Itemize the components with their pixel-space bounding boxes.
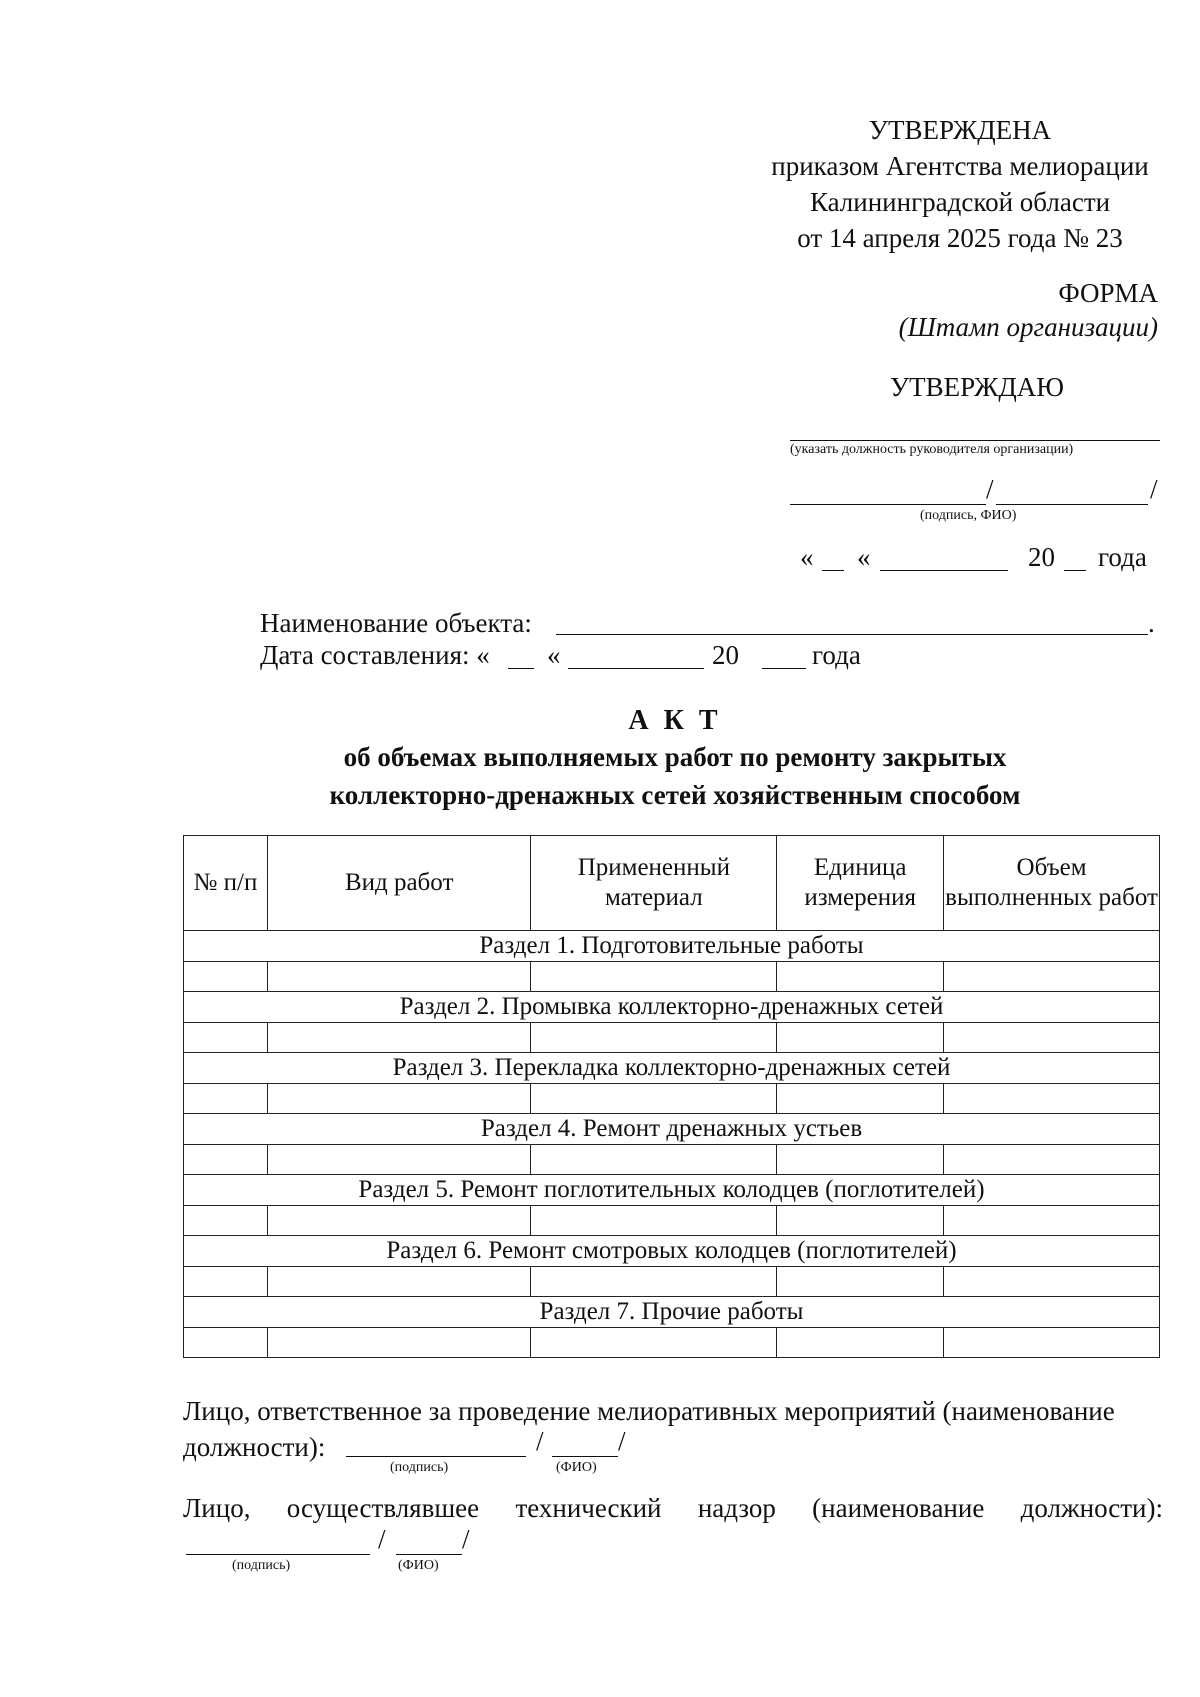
supervisor-slash-2: / bbox=[462, 1524, 470, 1554]
cell-num[interactable] bbox=[184, 1267, 268, 1297]
cell-unit[interactable] bbox=[777, 1023, 944, 1053]
header-work: Вид работ bbox=[267, 836, 531, 931]
approve-month-line[interactable] bbox=[880, 570, 1008, 571]
signature-line-left[interactable] bbox=[790, 504, 986, 505]
cell-work[interactable] bbox=[267, 1084, 531, 1114]
compile-month-line[interactable] bbox=[568, 668, 704, 669]
cell-unit[interactable] bbox=[777, 1145, 944, 1175]
supervisor-slash-1: / bbox=[378, 1524, 386, 1554]
approve-date-open-quote: « bbox=[800, 542, 814, 572]
header-unit: Единица измерения bbox=[777, 836, 944, 931]
section-title-6: Раздел 6. Ремонт смотровых колодцев (поглотителей) bbox=[184, 1236, 1160, 1267]
works-table bbox=[183, 835, 1160, 1358]
cell-unit[interactable] bbox=[777, 962, 944, 992]
act-subtitle bbox=[0, 738, 1200, 814]
cell-num[interactable] bbox=[184, 1084, 268, 1114]
supervisor-fio-hint: (ФИО) bbox=[398, 1558, 439, 1573]
supervisor-fio-line[interactable] bbox=[396, 1554, 462, 1555]
cell-material[interactable] bbox=[531, 1267, 777, 1297]
section-row bbox=[184, 1297, 1160, 1328]
section-title-5: Раздел 5. Ремонт поглотительных колодцев (поглотителей) bbox=[184, 1175, 1160, 1206]
cell-volume[interactable] bbox=[944, 1145, 1160, 1175]
cell-unit[interactable] bbox=[777, 1328, 944, 1358]
section-title-3: Раздел 3. Перекладка коллекторно-дренажных сетей bbox=[184, 1053, 1160, 1084]
signature-slash-2: / bbox=[1150, 474, 1158, 504]
signature-slash-1: / bbox=[986, 474, 994, 504]
responsible-sign-hint: (подпись) bbox=[390, 1460, 449, 1475]
approval-order-line: приказом Агентства мелиорации bbox=[771, 151, 1149, 181]
supervisor-signature-line[interactable] bbox=[186, 1554, 370, 1555]
section-title-2: Раздел 2. Промывка коллекторно-дренажных сетей bbox=[184, 992, 1160, 1023]
position-line[interactable] bbox=[790, 440, 1160, 441]
cell-material[interactable] bbox=[531, 1145, 777, 1175]
table-row bbox=[184, 1267, 1160, 1297]
cell-material[interactable] bbox=[531, 962, 777, 992]
cell-volume[interactable] bbox=[944, 1023, 1160, 1053]
cell-material[interactable] bbox=[531, 1023, 777, 1053]
section-row bbox=[184, 1175, 1160, 1206]
cell-num[interactable] bbox=[184, 1328, 268, 1358]
cell-num[interactable] bbox=[184, 962, 268, 992]
object-name-label: Наименование объекта: bbox=[260, 608, 532, 638]
responsible-signature-line[interactable] bbox=[346, 1456, 526, 1457]
section-title-7: Раздел 7. Прочие работы bbox=[184, 1297, 1160, 1328]
cell-volume[interactable] bbox=[944, 1084, 1160, 1114]
approve-year-line[interactable] bbox=[1064, 570, 1086, 571]
cell-material[interactable] bbox=[531, 1206, 777, 1236]
compile-day-line[interactable] bbox=[508, 668, 534, 669]
section-row bbox=[184, 992, 1160, 1023]
object-name-end: . bbox=[1148, 608, 1155, 638]
cell-unit[interactable] bbox=[777, 1206, 944, 1236]
cell-volume[interactable] bbox=[944, 1267, 1160, 1297]
approval-date-line: от 14 апреля 2025 года № 23 bbox=[797, 223, 1123, 253]
cell-work[interactable] bbox=[267, 1206, 531, 1236]
compile-date-label: Дата составления: « bbox=[260, 640, 490, 670]
header-volume: Объем выполненных работ bbox=[944, 836, 1160, 931]
cell-volume[interactable] bbox=[944, 962, 1160, 992]
cell-num[interactable] bbox=[184, 1145, 268, 1175]
act-subtitle-line-1: об объемах выполняемых работ по ремонту закрытых bbox=[343, 742, 1007, 772]
supervisor-sign-hint: (подпись) bbox=[232, 1558, 291, 1573]
cell-num[interactable] bbox=[184, 1206, 268, 1236]
compile-date-word: года bbox=[812, 640, 861, 670]
approve-date-close-quote: « bbox=[857, 542, 871, 572]
cell-material[interactable] bbox=[531, 1328, 777, 1358]
responsible-slash-1: / bbox=[536, 1426, 544, 1456]
section-title-4: Раздел 4. Ремонт дренажных устьев bbox=[184, 1114, 1160, 1145]
responsible-fio-hint: (ФИО) bbox=[556, 1460, 597, 1475]
responsible-text-line-2: должности): bbox=[183, 1432, 326, 1462]
header-num: № п/п bbox=[184, 836, 268, 931]
approve-date-year: 20 bbox=[1028, 542, 1055, 572]
table-row bbox=[184, 962, 1160, 992]
approve-day-line[interactable] bbox=[822, 570, 844, 571]
table-header-row bbox=[184, 836, 1160, 931]
responsible-text bbox=[183, 1393, 1163, 1465]
section-row bbox=[184, 1053, 1160, 1084]
cell-work[interactable] bbox=[267, 1145, 531, 1175]
cell-unit[interactable] bbox=[777, 1084, 944, 1114]
approval-region-line: Калининградской области bbox=[809, 187, 1111, 217]
stamp-label: (Штамп организации) bbox=[898, 312, 1158, 342]
approval-title: УТВЕРЖДЕНА bbox=[868, 115, 1052, 145]
object-name-line[interactable] bbox=[556, 634, 1148, 635]
cell-work[interactable] bbox=[267, 1267, 531, 1297]
cell-material[interactable] bbox=[531, 1084, 777, 1114]
position-hint: (указать должность руководителя организации) bbox=[790, 442, 1074, 457]
cell-volume[interactable] bbox=[944, 1206, 1160, 1236]
table-row bbox=[184, 1084, 1160, 1114]
signature-line-right[interactable] bbox=[996, 504, 1148, 505]
approval-block bbox=[760, 112, 1160, 256]
compile-year-line[interactable] bbox=[762, 668, 806, 669]
responsible-fio-line[interactable] bbox=[552, 1456, 618, 1457]
compile-date-close-quote: « bbox=[547, 640, 561, 670]
responsible-text-line-1: Лицо, ответственное за проведение мелиоративных мероприятий (наименование bbox=[183, 1396, 1115, 1426]
table-row bbox=[184, 1023, 1160, 1053]
supervisor-text: Лицо, осуществлявшее технический надзор (наименование должности): bbox=[183, 1493, 1163, 1523]
cell-work[interactable] bbox=[267, 1023, 531, 1053]
form-label: ФОРМА bbox=[1058, 278, 1158, 308]
approve-title: УТВЕРЖДАЮ bbox=[890, 372, 1065, 402]
header-material: Примененный материал bbox=[531, 836, 777, 931]
act-subtitle-line-2: коллекторно-дренажных сетей хозяйственным способом bbox=[329, 780, 1021, 810]
compile-date-year: 20 bbox=[712, 640, 739, 670]
section-title-1: Раздел 1. Подготовительные работы bbox=[184, 931, 1160, 962]
section-row bbox=[184, 1236, 1160, 1267]
responsible-slash-2: / bbox=[618, 1426, 626, 1456]
signature-hint: (подпись, ФИО) bbox=[920, 508, 1017, 523]
section-row bbox=[184, 931, 1160, 962]
approve-date-word: года bbox=[1098, 542, 1147, 572]
cell-work[interactable] bbox=[267, 1328, 531, 1358]
cell-volume[interactable] bbox=[944, 1328, 1160, 1358]
act-title: А К Т bbox=[628, 705, 722, 736]
cell-unit[interactable] bbox=[777, 1267, 944, 1297]
cell-num[interactable] bbox=[184, 1023, 268, 1053]
section-row bbox=[184, 1114, 1160, 1145]
table-row bbox=[184, 1145, 1160, 1175]
table-row bbox=[184, 1328, 1160, 1358]
table-row bbox=[184, 1206, 1160, 1236]
cell-work[interactable] bbox=[267, 962, 531, 992]
